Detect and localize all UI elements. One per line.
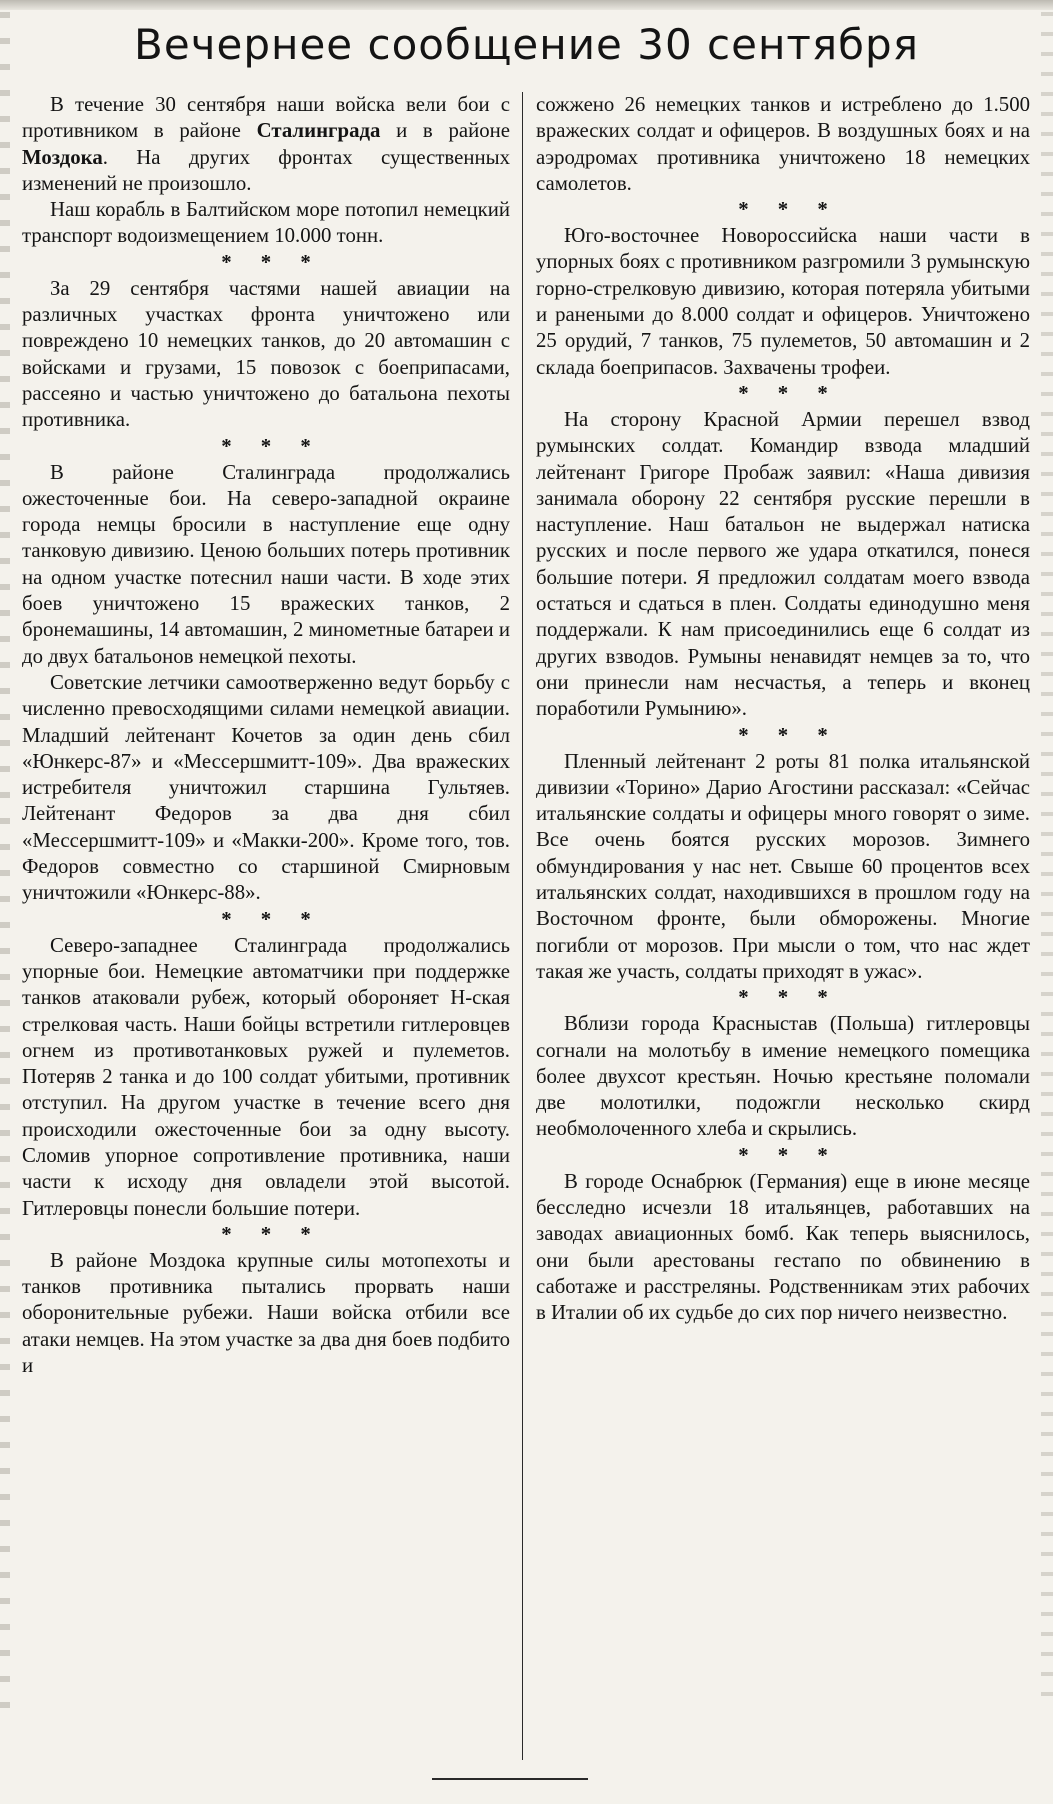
left-column: [22, 92, 510, 1379]
news-paragraph: Пленный лейтенант 2 роты 81 полка итальянской дивизии «Торино» Дарио Агостини рассказал: «Сейчас итальянские солдаты и офицеры много говорят о зиме. Все очень боятся русских морозов. Зимнего обмундирования у нас нет. Свыше 60 процентов всех итальянских солдат, находившихся в прошлом году на Восточном фронте, были обморожены. Многие погибли от морозов. При мысли о том, что нас ждет такая же участь, солдаты приходят в ужас».: [536, 749, 1030, 983]
right-column: [536, 92, 1030, 1326]
column-divider: [522, 92, 523, 1760]
section-separator: * * *: [738, 1143, 840, 1167]
paragraph-text: В течение 30 сентября наши войска вели бои с противником в районе: [22, 93, 510, 143]
news-paragraph: В районе Моздока крупные силы мотопехоты и танков противника пытались прорвать наши оборонительные рубежи. Наши войска отбили все атаки немцев. На этом участке за два дня боев подбито и: [22, 1248, 510, 1378]
news-paragraph: Вблизи города Красныстав (Польша) гитлеровцы согнали на молотьбу в имение немецкого помещика более двухсот крестьян. Ночью крестьяне поломали две молотилки, подожгли несколько скирд необмолоченного хлеба и скрылись.: [536, 1012, 1030, 1141]
news-paragraph: Наш корабль в Балтийском море потопил немецкий транспорт водоизмещением 10.000 тонн.: [22, 198, 510, 248]
right-page-edge: [1041, 12, 1053, 1712]
news-paragraph: В городе Оснабрюк (Германия) еще в июне месяце бесследно исчезли 18 итальянцев, работавших на заводах авиационных бомб. Как теперь выяснилось, они были арестованы гестапо по обвинению в саботаже и расстреляны. Родственникам этих рабочих в Италии об их судьбе до сих пор ничего неизвестно.: [536, 1169, 1030, 1325]
left-page-edge: [0, 12, 10, 1712]
cropped-previous-text-strip: [0, 0, 1053, 10]
bold-place-name: Моздока: [22, 145, 103, 169]
news-paragraph: В районе Сталинграда продолжались ожесточенные бои. На северо-западной окраине города немцы бросили в наступление еще одну танковую дивизию. Ценою больших потерь противник на одном участке потеснил наши части. В ходе этих боев уничтожено 15 вражеских танков, 2 бронемашины, 14 автомашин, 2 минометные батареи и до двух батальонов немецкой пехоты.: [22, 460, 510, 668]
section-separator: * * *: [738, 723, 840, 747]
bold-place-name: Сталинграда: [256, 119, 381, 143]
news-paragraph: За 29 сентября частями нашей авиации на различных участках фронта уничтожено или повреждено 10 немецких танков, до 20 автомашин с войсками и грузами, 15 повозок с боеприпасами, рассеяно и частью уничтожено до батальона пехоты противника.: [22, 276, 510, 432]
section-separator: * * *: [738, 381, 840, 405]
news-paragraph: сожжено 26 немецких танков и истреблено до 1.500 вражеских солдат и офицеров. В воздушных боях и на аэродромах противника уничтожено 18 немецких самолетов.: [536, 93, 1030, 195]
news-paragraph: [22, 92, 510, 197]
headline: Вечернее сообщение 30 сентября: [134, 20, 919, 69]
section-separator: * * *: [738, 198, 840, 222]
news-paragraph: Юго-восточнее Новороссийска наши части в упорных боях с противником разгромили 3 румынскую горно-стрелковую дивизию, которая потеряла убитыми и ранеными до 8.000 солдат и офицеров. Уничтожено 25 орудий, 7 танков, 75 пулеметов, 50 автомашин и 2 склада боеприпасов. Захвачены трофеи.: [536, 224, 1030, 379]
news-paragraph: На сторону Красной Армии перешел взвод румынских солдат. Командир взвода младший лейтенант Григоре Пробаж заявил: «Наша дивизия занимала оборону 22 сентября русские перешли в наступление. Наш батальон не выдержал натиска русских и после первого же удара откатился, понеся большие потери. Я предложил солдатам моего взвода остаться и сдаться в плен. Солдаты единодушно меня поддержали. К нам присоединились еще 6 солдат из других взводов. Румыны ненавидят немцев за то, что они принесли нам несчастья, а теперь и вконец поработили Румынию».: [536, 407, 1030, 721]
section-separator: * * *: [221, 1222, 323, 1246]
bottom-divider: [432, 1778, 588, 1780]
news-paragraph: Советские летчики самоотверженно ведут борьбу с численно превосходящими силами немецкой авиации. Младший лейтенант Кочетов за один день сбил «Юнкерс-87» и «Мессершмитт-109». Два вражеских истребителя уничтожил старшина Гультяев. Лейтенант Федоров за два дня сбил «Мессершмитт-109» и «Макки-200». Кроме того, тов. Федоров совместно со старшиной Смирновым уничтожили «Юнкерс-88».: [22, 670, 510, 905]
section-separator: * * *: [221, 907, 323, 931]
news-paragraph: Северо-западнее Сталинграда продолжались упорные бои. Немецкие автоматчики при поддержке танков атаковали рубеж, который обороняет Н-ская стрелковая часть. Наши бойцы встретили гитлеровцев огнем из противотанковых ружей и пулеметов. Потеряв 2 танка и до 100 солдат убитыми, противник отступил. На другом участке в течение всего дня происходили ожесточенные бои за одну высоту. Сломив упорное сопротивление противника, наши части к исходу дня овладели этой высотой. Гитлеровцы понесли большие потери.: [22, 933, 510, 1220]
section-separator: * * *: [221, 250, 323, 274]
paragraph-text: и в районе: [380, 119, 510, 143]
section-separator: * * *: [738, 986, 840, 1010]
paragraph-text: . На других фронтах существенных изменений не произошло.: [22, 145, 510, 195]
section-separator: * * *: [221, 434, 323, 458]
